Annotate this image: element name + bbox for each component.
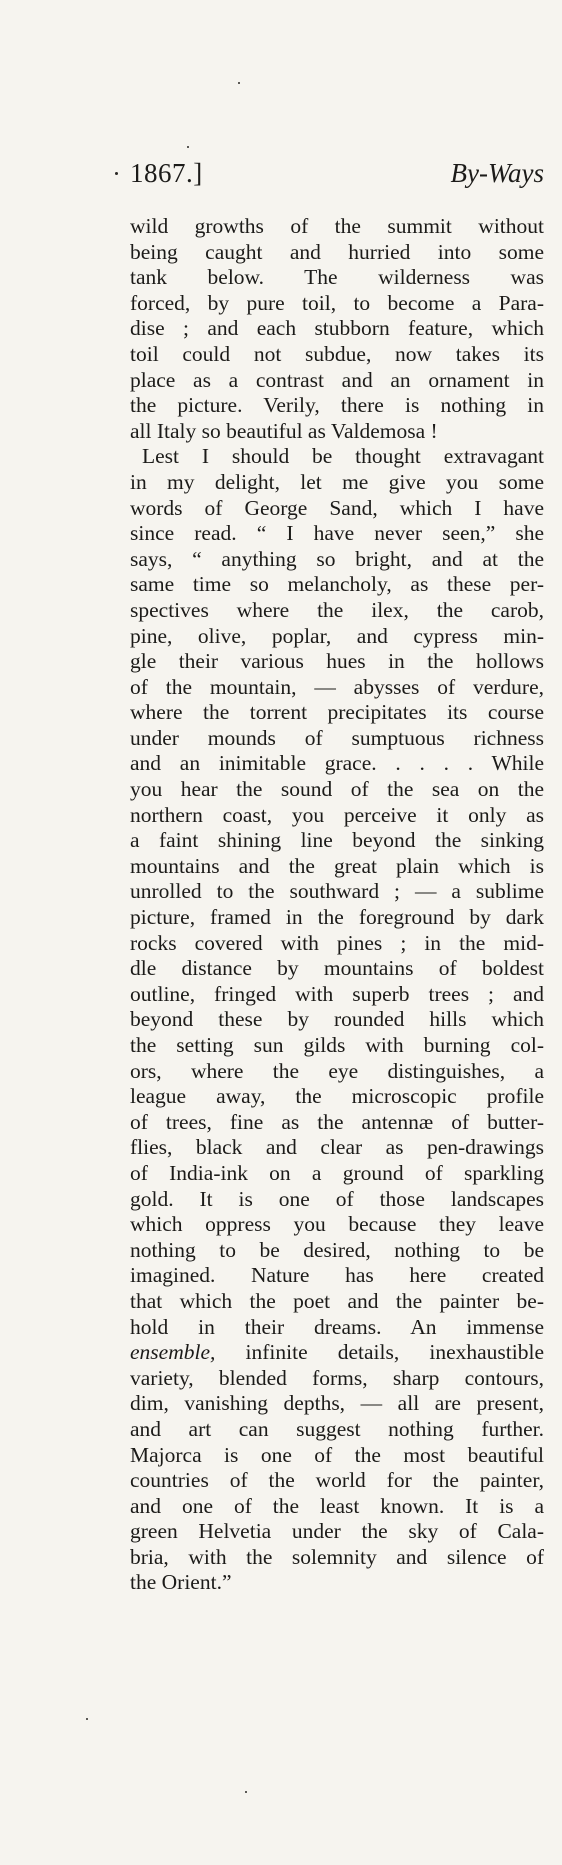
text-line: unrolled to the southward ; — a sublime [130, 879, 544, 904]
text-line: of the mountain, — abysses of verdure, [130, 674, 544, 699]
text-line: picture, framed in the foreground by dark [130, 905, 544, 930]
text-line: countries of the world for the painter, [130, 1468, 544, 1493]
text-line: the Orient.” [130, 1570, 232, 1595]
page-speck [86, 1718, 88, 1720]
text-line: bria, with the solemnity and silence of [130, 1544, 544, 1569]
text-line: flies, black and clear as pen-drawings [130, 1135, 544, 1160]
text-line: Lest I should be thought extravagant [142, 444, 544, 469]
text-line: of India-ink on a ground of sparkling [130, 1160, 544, 1185]
text-line: place as a contrast and an ornament in [130, 367, 544, 392]
text-line: all Italy so beautiful as Valdemosa ! [130, 418, 438, 443]
page-speck [238, 82, 240, 84]
text-line: in my delight, let me give you some [130, 469, 544, 494]
text-line: variety, blended forms, sharp contours, [130, 1365, 544, 1390]
italic-word: ensemble, [130, 1340, 216, 1365]
text-line: the picture. Verily, there is nothing in [130, 393, 544, 418]
running-header [130, 158, 544, 198]
text-line: which oppress you because they leave [130, 1212, 544, 1237]
text-line: imagined. Nature has here created [130, 1263, 544, 1288]
text-line: pine, olive, poplar, and cypress min- [130, 623, 544, 648]
text-line: under mounds of sumptuous richness [130, 725, 544, 750]
text-line: same time so melancholy, as these per- [130, 572, 544, 597]
header-year: 1867.] [130, 158, 203, 188]
text-line: dle distance by mountains of boldest [130, 956, 544, 981]
page-speck [115, 172, 118, 175]
text-line: where the torrent precipitates its course [130, 700, 544, 725]
header-title: By-Ways [450, 158, 544, 188]
text-line: nothing to be desired, nothing to be [130, 1237, 544, 1262]
text-line: being caught and hurried into some [130, 239, 544, 264]
text-line: hold in their dreams. An immense [130, 1314, 544, 1339]
text-line: forced, by pure toil, to become a Para- [130, 290, 544, 315]
text-line-rest: infinite details, inexhaustible [245, 1340, 544, 1365]
text-line: says, “ anything so bright, and at the [130, 546, 544, 571]
text-line: dim, vanishing depths, — all are present, [130, 1391, 544, 1416]
body-text [130, 214, 544, 1596]
text-line: northern coast, you perceive it only as [130, 802, 544, 827]
text-line: league away, the microscopic profile [130, 1084, 544, 1109]
text-line: words of George Sand, which I have [130, 495, 544, 520]
text-line: gold. It is one of those landscapes [130, 1186, 544, 1211]
text-line: beyond these by rounded hills which [130, 1007, 544, 1032]
text-line: and an inimitable grace. . . . . While [130, 751, 544, 776]
page-speck [187, 146, 189, 148]
text-line: tank below. The wilderness was [130, 265, 544, 290]
text-line: and one of the least known. It is a [130, 1493, 544, 1518]
text-line: Majorca is one of the most beautiful [130, 1442, 544, 1467]
text-line: spectives where the ilex, the carob, [130, 597, 544, 622]
text-line: dise ; and each stubborn feature, which [130, 316, 544, 341]
text-line: wild growths of the summit without [130, 214, 544, 238]
text-line: that which the poet and the painter be- [130, 1288, 544, 1313]
text-line: outline, fringed with superb trees ; and [130, 981, 544, 1006]
text-line: the setting sun gilds with burning col- [130, 1033, 544, 1057]
text-line: ors, where the eye distinguishes, a [130, 1058, 544, 1083]
text-line-ensemble [130, 1340, 544, 1366]
text-line: and art can suggest nothing further. [130, 1416, 544, 1441]
text-line: since read. “ I have never seen,” she [130, 521, 544, 546]
text-line: gle their various hues in the hollows [130, 649, 544, 674]
text-line: of trees, fine as the antennæ of butter- [130, 1109, 544, 1134]
text-line: green Helvetia under the sky of Cala- [130, 1519, 544, 1544]
text-line: mountains and the great plain which is [130, 853, 544, 878]
text-line: rocks covered with pines ; in the mid- [130, 930, 544, 955]
text-line: you hear the sound of the sea on the [130, 777, 544, 802]
text-line: a faint shining line beyond the sinking [130, 828, 544, 853]
page-speck [245, 1791, 247, 1793]
text-line: toil could not subdue, now takes its [130, 341, 544, 366]
